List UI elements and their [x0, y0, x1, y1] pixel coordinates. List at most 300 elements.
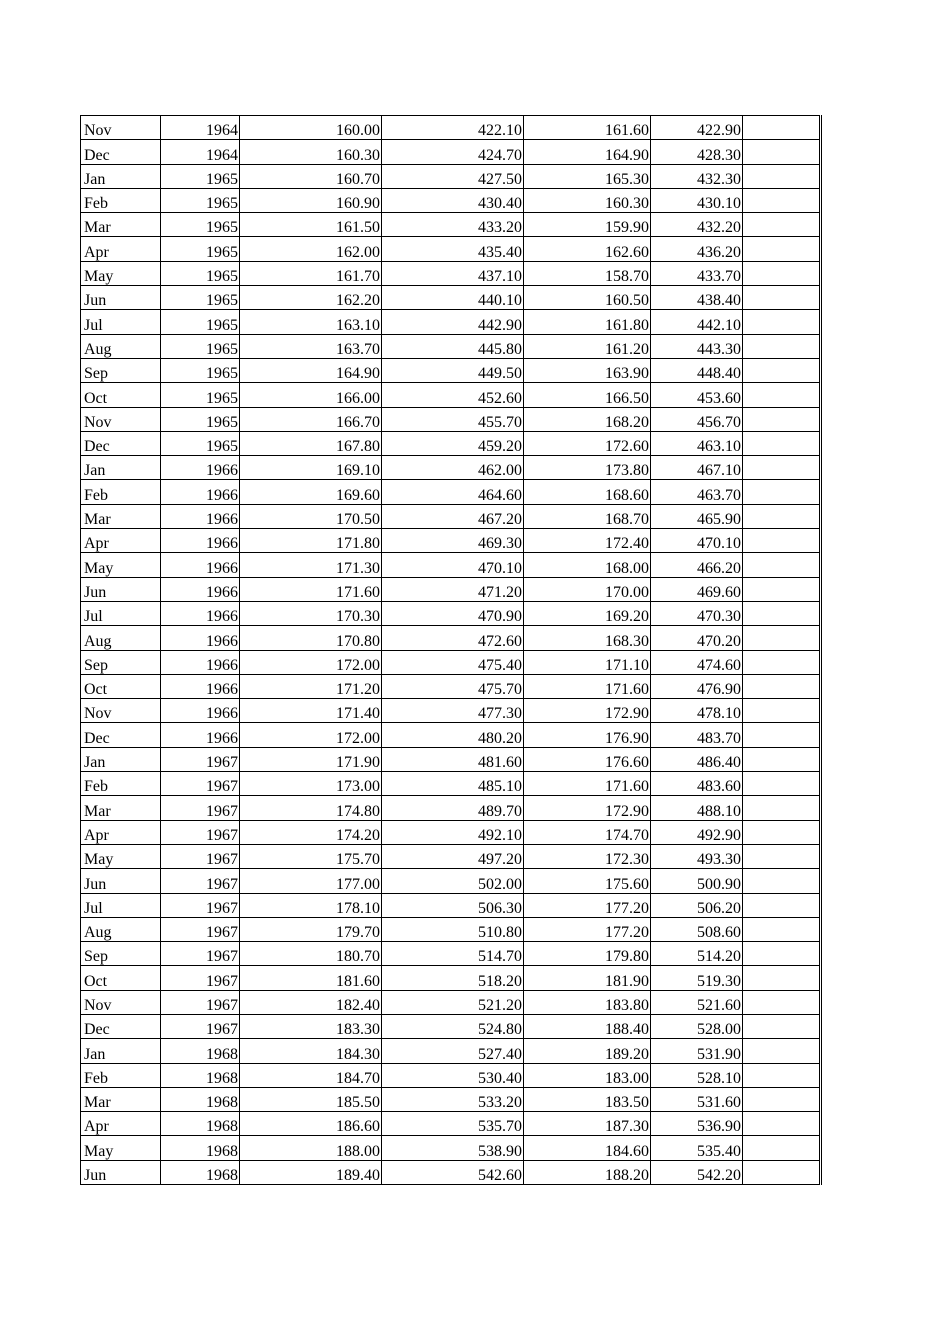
table-cell: 177.20	[524, 893, 651, 917]
table-cell: Mar	[81, 504, 161, 528]
table-cell	[743, 1063, 821, 1087]
table-cell: 183.30	[240, 1014, 382, 1038]
table-cell	[743, 286, 821, 310]
table-cell: 176.60	[524, 747, 651, 771]
table-cell: Dec	[81, 431, 161, 455]
table-cell	[743, 261, 821, 285]
table-cell: 477.30	[382, 699, 524, 723]
table-cell: 169.10	[240, 456, 382, 480]
table-cell: 164.90	[240, 358, 382, 382]
table-cell: 1966	[161, 553, 240, 577]
table-row	[81, 334, 821, 358]
table-cell: 435.40	[382, 237, 524, 261]
table-cell: 485.10	[382, 772, 524, 796]
table-cell	[743, 1160, 821, 1184]
table-cell: Sep	[81, 942, 161, 966]
table-cell: 427.50	[382, 164, 524, 188]
table-row	[81, 674, 821, 698]
table-cell: 542.20	[651, 1160, 743, 1184]
table-cell: 171.60	[524, 772, 651, 796]
table-row	[81, 383, 821, 407]
table-cell: Feb	[81, 772, 161, 796]
table-cell: 475.40	[382, 650, 524, 674]
table-cell: 433.70	[651, 261, 743, 285]
table-cell: 497.20	[382, 844, 524, 868]
table-cell: 481.60	[382, 747, 524, 771]
table-row	[81, 577, 821, 601]
table-cell: 1967	[161, 942, 240, 966]
table-row	[81, 237, 821, 261]
table-cell: 1965	[161, 188, 240, 212]
table-cell: 169.60	[240, 480, 382, 504]
table-cell: 1968	[161, 1063, 240, 1087]
table-cell: 1968	[161, 1087, 240, 1111]
table-cell: 172.30	[524, 844, 651, 868]
table-cell: 488.10	[651, 796, 743, 820]
table-cell: 452.60	[382, 383, 524, 407]
table-cell: May	[81, 261, 161, 285]
table-cell	[743, 626, 821, 650]
table-row	[81, 796, 821, 820]
table-cell: 1967	[161, 796, 240, 820]
table-cell: 1967	[161, 893, 240, 917]
table-cell: 160.90	[240, 188, 382, 212]
table-cell: 1966	[161, 529, 240, 553]
table-cell: 175.60	[524, 869, 651, 893]
table-cell	[743, 334, 821, 358]
table-cell: 174.80	[240, 796, 382, 820]
table-cell	[743, 747, 821, 771]
table-cell: Dec	[81, 1014, 161, 1038]
table-cell: 1965	[161, 213, 240, 237]
table-row	[81, 820, 821, 844]
table-cell: 1967	[161, 1014, 240, 1038]
table-cell: 453.60	[651, 383, 743, 407]
table-cell: 184.60	[524, 1136, 651, 1160]
table-cell: 168.70	[524, 504, 651, 528]
table-cell: 188.00	[240, 1136, 382, 1160]
table-cell: 1967	[161, 820, 240, 844]
table-cell: 471.20	[382, 577, 524, 601]
table-row	[81, 553, 821, 577]
table-cell: 1967	[161, 966, 240, 990]
table-cell: 430.10	[651, 188, 743, 212]
table-row	[81, 529, 821, 553]
table-cell: 467.20	[382, 504, 524, 528]
table-row	[81, 650, 821, 674]
table-cell: 1966	[161, 699, 240, 723]
table-cell	[743, 140, 821, 164]
table-cell: 167.80	[240, 431, 382, 455]
table-cell: 510.80	[382, 917, 524, 941]
table-cell: Nov	[81, 407, 161, 431]
table-cell	[743, 164, 821, 188]
table-cell	[743, 893, 821, 917]
table-row	[81, 747, 821, 771]
table-cell: 172.90	[524, 796, 651, 820]
table-cell: May	[81, 1136, 161, 1160]
table-cell: 174.20	[240, 820, 382, 844]
table-row	[81, 1063, 821, 1087]
table-cell: Jan	[81, 747, 161, 771]
table-cell: Jan	[81, 164, 161, 188]
table-cell: 483.70	[651, 723, 743, 747]
table-cell: 506.30	[382, 893, 524, 917]
table-cell: Jun	[81, 1160, 161, 1184]
table-cell: 524.80	[382, 1014, 524, 1038]
table-row	[81, 431, 821, 455]
table-cell: 449.50	[382, 358, 524, 382]
table-cell: 188.20	[524, 1160, 651, 1184]
table-cell: 1966	[161, 650, 240, 674]
table-row	[81, 140, 821, 164]
table-cell: 538.90	[382, 1136, 524, 1160]
table-cell: 1966	[161, 626, 240, 650]
table-cell: 466.20	[651, 553, 743, 577]
table-cell: 521.60	[651, 990, 743, 1014]
table-cell: 1965	[161, 431, 240, 455]
table-cell: 1966	[161, 456, 240, 480]
table-cell: 183.50	[524, 1087, 651, 1111]
table-cell: 472.60	[382, 626, 524, 650]
table-cell: 474.60	[651, 650, 743, 674]
table-cell: 470.30	[651, 601, 743, 625]
table-cell: 186.60	[240, 1112, 382, 1136]
table-cell: 1965	[161, 261, 240, 285]
table-cell: 179.80	[524, 942, 651, 966]
table-cell: 1966	[161, 577, 240, 601]
table-row	[81, 164, 821, 188]
table-row	[81, 844, 821, 868]
table-row	[81, 286, 821, 310]
table-cell: 173.00	[240, 772, 382, 796]
table-cell: Jun	[81, 577, 161, 601]
table-cell: 164.90	[524, 140, 651, 164]
table-cell: 160.70	[240, 164, 382, 188]
table-row	[81, 917, 821, 941]
table-cell: 506.20	[651, 893, 743, 917]
table-cell: 160.00	[240, 116, 382, 140]
table-row	[81, 1039, 821, 1063]
table-cell	[743, 116, 821, 140]
table-cell: 480.20	[382, 723, 524, 747]
table-cell: 455.70	[382, 407, 524, 431]
table-cell: 456.70	[651, 407, 743, 431]
table-cell: 161.50	[240, 213, 382, 237]
table-row	[81, 261, 821, 285]
table-row	[81, 1087, 821, 1111]
table-cell: 172.00	[240, 650, 382, 674]
table-cell: 535.40	[651, 1136, 743, 1160]
table-cell: 177.20	[524, 917, 651, 941]
table-cell	[743, 650, 821, 674]
table-row	[81, 699, 821, 723]
table-row	[81, 601, 821, 625]
table-cell: 469.60	[651, 577, 743, 601]
table-cell: 185.50	[240, 1087, 382, 1111]
table-cell: 168.60	[524, 480, 651, 504]
table-cell: 1968	[161, 1160, 240, 1184]
table-cell	[743, 1087, 821, 1111]
table-cell: 438.40	[651, 286, 743, 310]
table-cell: 1968	[161, 1039, 240, 1063]
table-cell: 161.80	[524, 310, 651, 334]
table-cell: 467.10	[651, 456, 743, 480]
table-cell	[743, 577, 821, 601]
table-cell: 162.20	[240, 286, 382, 310]
table-cell	[743, 699, 821, 723]
table-cell: 542.60	[382, 1160, 524, 1184]
table-cell: 440.10	[382, 286, 524, 310]
table-cell: 1966	[161, 723, 240, 747]
table-cell: 424.70	[382, 140, 524, 164]
table-cell: Sep	[81, 358, 161, 382]
table-row	[81, 456, 821, 480]
table-cell: 1966	[161, 674, 240, 698]
table-cell: 1965	[161, 164, 240, 188]
table-cell: 442.90	[382, 310, 524, 334]
table-cell: 476.90	[651, 674, 743, 698]
table-cell: 531.60	[651, 1087, 743, 1111]
table-cell: 514.20	[651, 942, 743, 966]
table-cell: May	[81, 844, 161, 868]
table-cell: 470.20	[651, 626, 743, 650]
table-cell: 470.90	[382, 601, 524, 625]
table-cell: 462.00	[382, 456, 524, 480]
table-cell	[743, 1014, 821, 1038]
table-cell: Jul	[81, 310, 161, 334]
table-cell: Apr	[81, 820, 161, 844]
table-cell: 160.30	[240, 140, 382, 164]
table-row	[81, 407, 821, 431]
table-cell	[743, 966, 821, 990]
table-cell: 459.20	[382, 431, 524, 455]
table-cell: 521.20	[382, 990, 524, 1014]
table-cell: 1967	[161, 869, 240, 893]
table-cell: Sep	[81, 650, 161, 674]
table-cell: 1964	[161, 140, 240, 164]
table-cell: 428.30	[651, 140, 743, 164]
table-cell: 171.20	[240, 674, 382, 698]
table-row	[81, 869, 821, 893]
table-row	[81, 1112, 821, 1136]
table-cell: Jun	[81, 286, 161, 310]
table-cell: 502.00	[382, 869, 524, 893]
table-cell: 465.90	[651, 504, 743, 528]
table-cell: Oct	[81, 383, 161, 407]
table-cell	[743, 942, 821, 966]
table-cell: 163.70	[240, 334, 382, 358]
table-cell	[743, 772, 821, 796]
table-cell: Mar	[81, 1087, 161, 1111]
table-cell: Mar	[81, 796, 161, 820]
table-cell	[743, 1039, 821, 1063]
table-cell: 533.20	[382, 1087, 524, 1111]
table-row	[81, 990, 821, 1014]
table-cell: 160.30	[524, 188, 651, 212]
table-body	[81, 116, 821, 1185]
table-row	[81, 310, 821, 334]
table-cell: 178.10	[240, 893, 382, 917]
table-cell: Apr	[81, 529, 161, 553]
table-cell: 1965	[161, 358, 240, 382]
table-cell: 1965	[161, 383, 240, 407]
table-cell	[743, 917, 821, 941]
table-cell	[743, 188, 821, 212]
table-cell: 166.00	[240, 383, 382, 407]
table-row	[81, 1160, 821, 1184]
table-cell: 187.30	[524, 1112, 651, 1136]
table-row	[81, 1136, 821, 1160]
table-cell: 170.50	[240, 504, 382, 528]
table-cell: 168.00	[524, 553, 651, 577]
table-cell: Oct	[81, 966, 161, 990]
table-cell: 527.40	[382, 1039, 524, 1063]
table-cell: 492.90	[651, 820, 743, 844]
table-row	[81, 942, 821, 966]
table-cell	[743, 456, 821, 480]
table-cell: Nov	[81, 990, 161, 1014]
table-cell: 171.80	[240, 529, 382, 553]
table-cell: 177.00	[240, 869, 382, 893]
table-cell	[743, 601, 821, 625]
table-cell: Feb	[81, 188, 161, 212]
table-cell: 171.10	[524, 650, 651, 674]
table-cell: 430.40	[382, 188, 524, 212]
table-cell: 443.30	[651, 334, 743, 358]
data-table	[80, 115, 822, 1185]
table-row	[81, 504, 821, 528]
table-cell: 1968	[161, 1112, 240, 1136]
table-cell: Jul	[81, 893, 161, 917]
table-cell: 174.70	[524, 820, 651, 844]
table-cell: 168.30	[524, 626, 651, 650]
table-cell: Apr	[81, 237, 161, 261]
table-cell: 160.50	[524, 286, 651, 310]
table-cell: 470.10	[651, 529, 743, 553]
table-cell	[743, 553, 821, 577]
table-row	[81, 626, 821, 650]
table-cell: 528.00	[651, 1014, 743, 1038]
table-cell	[743, 990, 821, 1014]
table-cell: 432.30	[651, 164, 743, 188]
table-cell	[743, 820, 821, 844]
table-row	[81, 116, 821, 140]
table-cell: 189.20	[524, 1039, 651, 1063]
table-cell: 189.40	[240, 1160, 382, 1184]
table-cell: 170.00	[524, 577, 651, 601]
table-cell: 168.20	[524, 407, 651, 431]
table-cell: 475.70	[382, 674, 524, 698]
table-cell	[743, 1112, 821, 1136]
table-cell	[743, 480, 821, 504]
table-cell: Nov	[81, 699, 161, 723]
table-cell: 170.30	[240, 601, 382, 625]
table-cell: 172.60	[524, 431, 651, 455]
table-cell: 1965	[161, 286, 240, 310]
table-cell: 1968	[161, 1136, 240, 1160]
table-cell: 184.70	[240, 1063, 382, 1087]
table-cell: 519.30	[651, 966, 743, 990]
table-cell: 470.10	[382, 553, 524, 577]
table-cell	[743, 844, 821, 868]
table-cell: 183.80	[524, 990, 651, 1014]
table-cell: 528.10	[651, 1063, 743, 1087]
table-cell: 172.90	[524, 699, 651, 723]
table-cell: 1967	[161, 917, 240, 941]
table-cell: 161.60	[524, 116, 651, 140]
table-cell: 518.20	[382, 966, 524, 990]
table-cell: 445.80	[382, 334, 524, 358]
table-cell: Jan	[81, 456, 161, 480]
table-cell: 171.30	[240, 553, 382, 577]
table-cell: 464.60	[382, 480, 524, 504]
table-cell: 432.20	[651, 213, 743, 237]
table-row	[81, 893, 821, 917]
table-cell	[743, 674, 821, 698]
table-cell: 1967	[161, 844, 240, 868]
table-cell	[743, 213, 821, 237]
table-cell: 433.20	[382, 213, 524, 237]
table-cell: 173.80	[524, 456, 651, 480]
table-cell: 163.10	[240, 310, 382, 334]
table-cell: 1966	[161, 480, 240, 504]
table-row	[81, 188, 821, 212]
table-cell: 181.90	[524, 966, 651, 990]
table-cell: 171.60	[524, 674, 651, 698]
table-cell	[743, 431, 821, 455]
table-cell: 500.90	[651, 869, 743, 893]
table-cell: Jul	[81, 601, 161, 625]
table-cell: 437.10	[382, 261, 524, 285]
table-cell	[743, 504, 821, 528]
table-cell	[743, 796, 821, 820]
table-cell: 535.70	[382, 1112, 524, 1136]
table-cell: 183.00	[524, 1063, 651, 1087]
table-cell: 463.70	[651, 480, 743, 504]
table-cell: Feb	[81, 1063, 161, 1087]
table-cell: 489.70	[382, 796, 524, 820]
table-cell: 159.90	[524, 213, 651, 237]
table-cell: 1965	[161, 334, 240, 358]
table-cell: 530.40	[382, 1063, 524, 1087]
table-cell	[743, 723, 821, 747]
table-cell: 493.30	[651, 844, 743, 868]
table-cell: 486.40	[651, 747, 743, 771]
table-row	[81, 1014, 821, 1038]
table-cell: Nov	[81, 116, 161, 140]
table-row	[81, 358, 821, 382]
table-cell: 184.30	[240, 1039, 382, 1063]
table-cell: 442.10	[651, 310, 743, 334]
table-cell: 1967	[161, 990, 240, 1014]
table-cell: 536.90	[651, 1112, 743, 1136]
table-cell: Aug	[81, 334, 161, 358]
table-cell	[743, 358, 821, 382]
table-cell: Oct	[81, 674, 161, 698]
table-cell: 1967	[161, 772, 240, 796]
table-cell: Mar	[81, 213, 161, 237]
table-cell: 478.10	[651, 699, 743, 723]
table-cell	[743, 869, 821, 893]
table-cell	[743, 383, 821, 407]
table-cell: Feb	[81, 480, 161, 504]
table-cell: 422.90	[651, 116, 743, 140]
table-cell: 1964	[161, 116, 240, 140]
table-cell	[743, 310, 821, 334]
table-cell: 1965	[161, 310, 240, 334]
table-cell: 483.60	[651, 772, 743, 796]
